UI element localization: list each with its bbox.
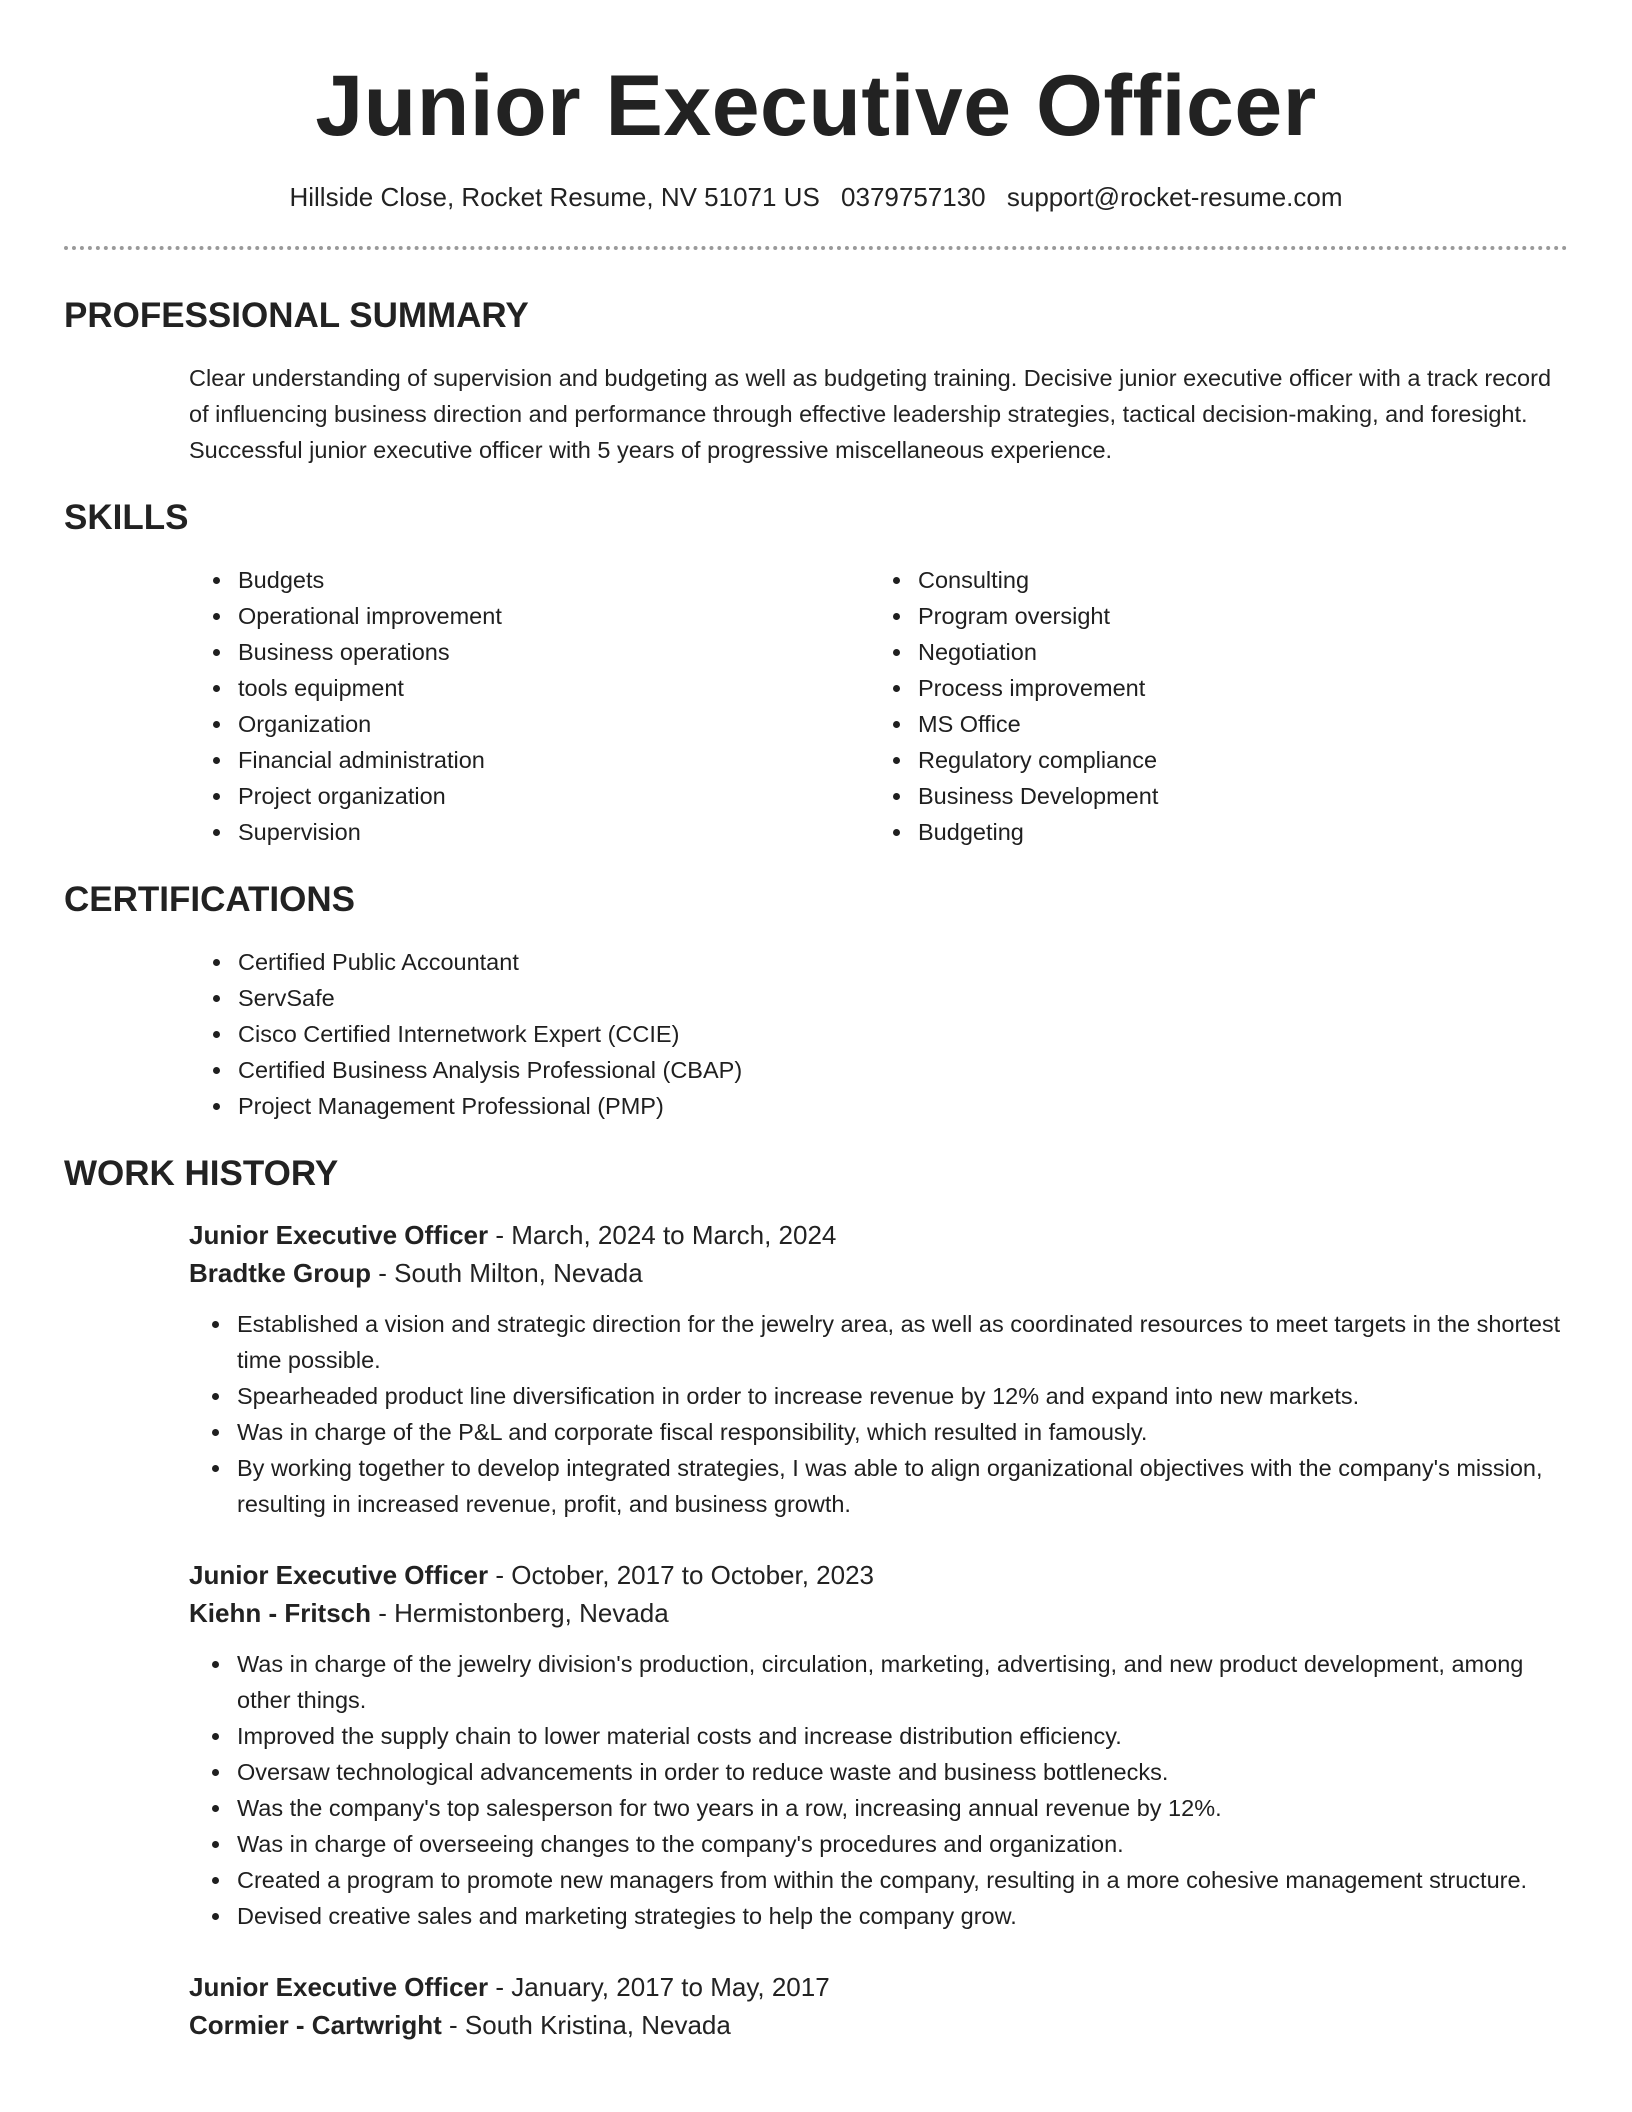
skill-item: • Business Development bbox=[914, 778, 1424, 814]
section-title-skills: SKILLS bbox=[64, 498, 189, 537]
contact-phone: 0379757130 bbox=[841, 182, 986, 212]
section-title-summary: PROFESSIONAL SUMMARY bbox=[64, 296, 529, 335]
certification-item: • Project Management Professional (PMP) bbox=[234, 1088, 1568, 1124]
skill-item: • MS Office bbox=[914, 706, 1424, 742]
skills-list-left bbox=[64, 562, 744, 850]
certification-item: • Cisco Certified Internetwork Expert (CCIE) bbox=[234, 1016, 1568, 1052]
resume-page bbox=[64, 0, 1568, 2044]
job-duty: • Was in charge of the jewelry division's production, circulation, marketing, advertising, and new product development, among other things. bbox=[233, 1646, 1568, 1718]
job-title-line bbox=[189, 1968, 1568, 2006]
job-company-line bbox=[189, 1594, 1568, 1632]
skill-item: • Budgets bbox=[234, 562, 744, 598]
skill-item: • tools equipment bbox=[234, 670, 744, 706]
skill-item: • Organization bbox=[234, 706, 744, 742]
job-duty: • Devised creative sales and marketing strategies to help the company grow. bbox=[233, 1898, 1568, 1934]
skill-item: • Business operations bbox=[234, 634, 744, 670]
skill-item: • Process improvement bbox=[914, 670, 1424, 706]
skill-item: • Operational improvement bbox=[234, 598, 744, 634]
certifications-list bbox=[64, 944, 1568, 1124]
section-work-history bbox=[64, 1152, 1568, 2044]
job-dates: - October, 2017 to October, 2023 bbox=[488, 1560, 875, 1590]
skills-columns bbox=[64, 562, 1568, 850]
job-location: - South Milton, Nevada bbox=[371, 1258, 643, 1288]
job-duty: • Was the company's top salesperson for two years in a row, increasing annual revenue by 12%. bbox=[233, 1790, 1568, 1826]
job-title-line bbox=[189, 1216, 1568, 1254]
contact-address: Hillside Close, Rocket Resume, NV 51071 US bbox=[289, 182, 820, 212]
contact-line bbox=[64, 180, 1568, 214]
job-duty: • By working together to develop integrated strategies, I was able to align organizational objectives with the company's mission, resulting in increased revenue, profit, and business growth. bbox=[233, 1450, 1568, 1522]
skill-item: • Financial administration bbox=[234, 742, 744, 778]
job-company-line bbox=[189, 2006, 1568, 2044]
job-role: Junior Executive Officer bbox=[189, 1220, 489, 1250]
job-duty: • Created a program to promote new managers from within the company, resulting in a more cohesive management structure. bbox=[233, 1862, 1568, 1898]
section-title-certifications: CERTIFICATIONS bbox=[64, 880, 356, 919]
job-role: Junior Executive Officer bbox=[189, 1560, 489, 1590]
job-duties-list bbox=[189, 1306, 1568, 1522]
contact-email: support@rocket-resume.com bbox=[1006, 182, 1343, 212]
certification-item: • ServSafe bbox=[234, 980, 1568, 1016]
skill-item: • Regulatory compliance bbox=[914, 742, 1424, 778]
job-dates: - January, 2017 to May, 2017 bbox=[488, 1972, 830, 2002]
job-company: Bradtke Group bbox=[189, 1258, 372, 1288]
skill-item: • Supervision bbox=[234, 814, 744, 850]
job-location: - Hermistonberg, Nevada bbox=[371, 1598, 669, 1628]
job-title-line bbox=[189, 1556, 1568, 1594]
resume-name: Junior Executive Officer bbox=[315, 58, 1317, 154]
certification-item: • Certified Business Analysis Professional (CBAP) bbox=[234, 1052, 1568, 1088]
job-role: Junior Executive Officer bbox=[189, 1972, 489, 2002]
job-company: Kiehn - Fritsch bbox=[189, 1598, 372, 1628]
summary-text: Clear understanding of supervision and budgeting as well as budgeting training. Decisive junior executive officer with a track record of influencing business direction and performance through effective leadership strategies, tactical decision-making, and foresight. Successful junior executive officer with 5 years of progressive miscellaneous experience. bbox=[189, 365, 1552, 463]
section-skills bbox=[64, 496, 1568, 850]
job-duty: • Established a vision and strategic direction for the jewelry area, as well as coordinated resources to meet targets in the shortest time possible. bbox=[233, 1306, 1568, 1378]
skills-list-right bbox=[744, 562, 1424, 850]
section-certifications bbox=[64, 878, 1568, 1124]
job-duty: • Improved the supply chain to lower material costs and increase distribution efficiency. bbox=[233, 1718, 1568, 1754]
skill-item: • Negotiation bbox=[914, 634, 1424, 670]
job-duty: • Oversaw technological advancements in order to reduce waste and business bottlenecks. bbox=[233, 1754, 1568, 1790]
job-entry bbox=[189, 1556, 1568, 1934]
job-company: Cormier - Cartwright bbox=[189, 2010, 442, 2040]
job-duties-list bbox=[189, 1646, 1568, 1934]
skill-item: • Program oversight bbox=[914, 598, 1424, 634]
job-duty: • Spearheaded product line diversification in order to increase revenue by 12% and expand into new markets. bbox=[233, 1378, 1568, 1414]
skill-item: • Consulting bbox=[914, 562, 1424, 598]
job-duty: • Was in charge of the P&L and corporate fiscal responsibility, which resulted in famously. bbox=[233, 1414, 1568, 1450]
job-entry bbox=[189, 1216, 1568, 1522]
job-duty: • Was in charge of overseeing changes to the company's procedures and organization. bbox=[233, 1826, 1568, 1862]
certification-item: • Certified Public Accountant bbox=[234, 944, 1568, 980]
header-divider bbox=[64, 246, 1568, 250]
job-location: - South Kristina, Nevada bbox=[441, 2010, 731, 2040]
section-title-work-history: WORK HISTORY bbox=[64, 1154, 339, 1193]
skill-item: • Project organization bbox=[234, 778, 744, 814]
job-company-line bbox=[189, 1254, 1568, 1292]
skill-item: • Budgeting bbox=[914, 814, 1424, 850]
job-entry bbox=[189, 1968, 1568, 2044]
section-professional-summary bbox=[64, 294, 1568, 468]
job-dates: - March, 2024 to March, 2024 bbox=[488, 1220, 837, 1250]
